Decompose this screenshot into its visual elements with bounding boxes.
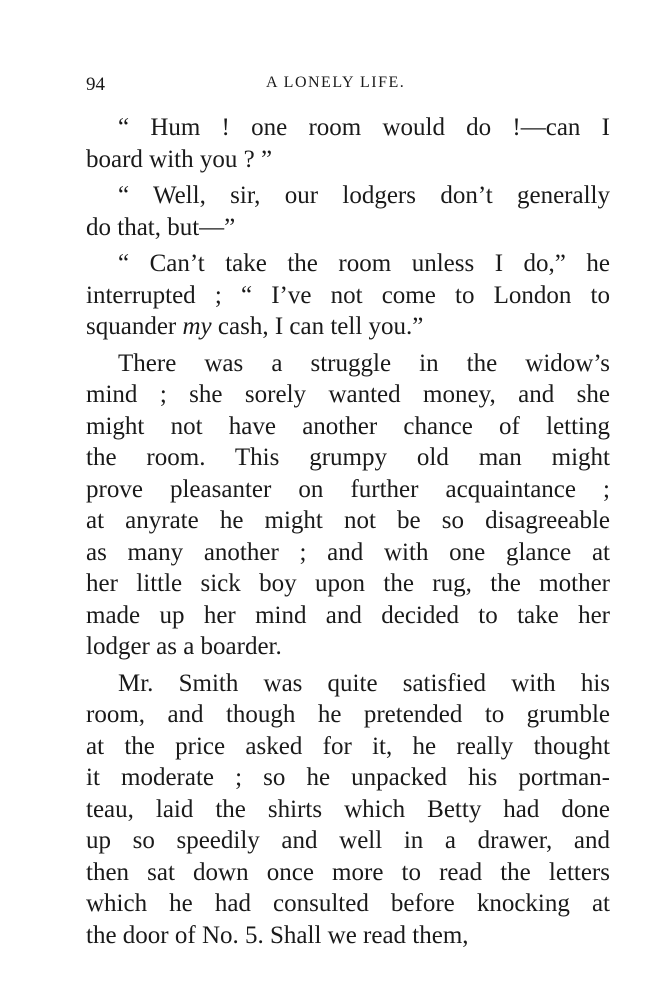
text-line: “ Well, sir, our lodgers don’t generally <box>118 182 610 209</box>
text-segment: cash, I can tell you.” <box>211 313 424 340</box>
text-line: then sat down once more to read the letters <box>86 858 610 886</box>
text-line: mind ; she sorely wanted money, and she <box>86 381 610 408</box>
text-line: board with you ? ” <box>86 145 273 173</box>
text-line: her little sick boy upon the rug, the mother <box>86 570 610 597</box>
text-line: the room. This grumpy old man might <box>86 444 610 471</box>
text-line: made up her mind and decided to take her <box>86 601 610 629</box>
text-line: “ Can’t take the room unless I do,” he <box>118 250 610 277</box>
paragraph <box>86 248 610 343</box>
paragraph <box>86 112 610 175</box>
text-segment: squander <box>86 313 183 340</box>
text-line: Mr. Smith was quite satisfied with his <box>118 669 610 697</box>
text-line: do that, but—” <box>86 213 236 241</box>
text-line: at the price asked for it, he really thought <box>86 732 610 760</box>
paragraph <box>86 668 610 952</box>
running-title: A LONELY LIFE. <box>266 74 406 91</box>
page-header <box>86 74 610 100</box>
text-line: it moderate ; so he unpacked his portman- <box>86 764 610 791</box>
italic-word: my <box>182 313 212 340</box>
text-line: There was a struggle in the widow’s <box>118 349 610 377</box>
text-line: up so speedily and well in a drawer, and <box>86 827 610 854</box>
text-line: teau, laid the shirts which Betty had done <box>86 795 610 823</box>
body-text <box>86 112 610 951</box>
text-line: might not have another chance of letting <box>86 412 610 440</box>
text-line: “ Hum ! one room would do !—can I <box>118 114 610 141</box>
text-line: room, and though he pretended to grumble <box>86 701 610 728</box>
text-line: the door of No. 5. Shall we read them, <box>86 921 469 949</box>
text-line: prove pleasanter on further acquaintance ; <box>86 475 610 503</box>
paragraph <box>86 180 610 243</box>
text-line: lodger as a boarder. <box>86 633 282 660</box>
page-number: 94 <box>86 74 105 95</box>
text-line <box>86 311 610 343</box>
text-line: which he had consulted before knocking at <box>86 890 610 917</box>
text-line: interrupted ; “ I’ve not come to London to <box>86 281 610 309</box>
text-line: at anyrate he might not be so disagreeable <box>86 507 610 534</box>
text-line: as many another ; and with one glance at <box>86 538 610 566</box>
paragraph <box>86 348 610 663</box>
